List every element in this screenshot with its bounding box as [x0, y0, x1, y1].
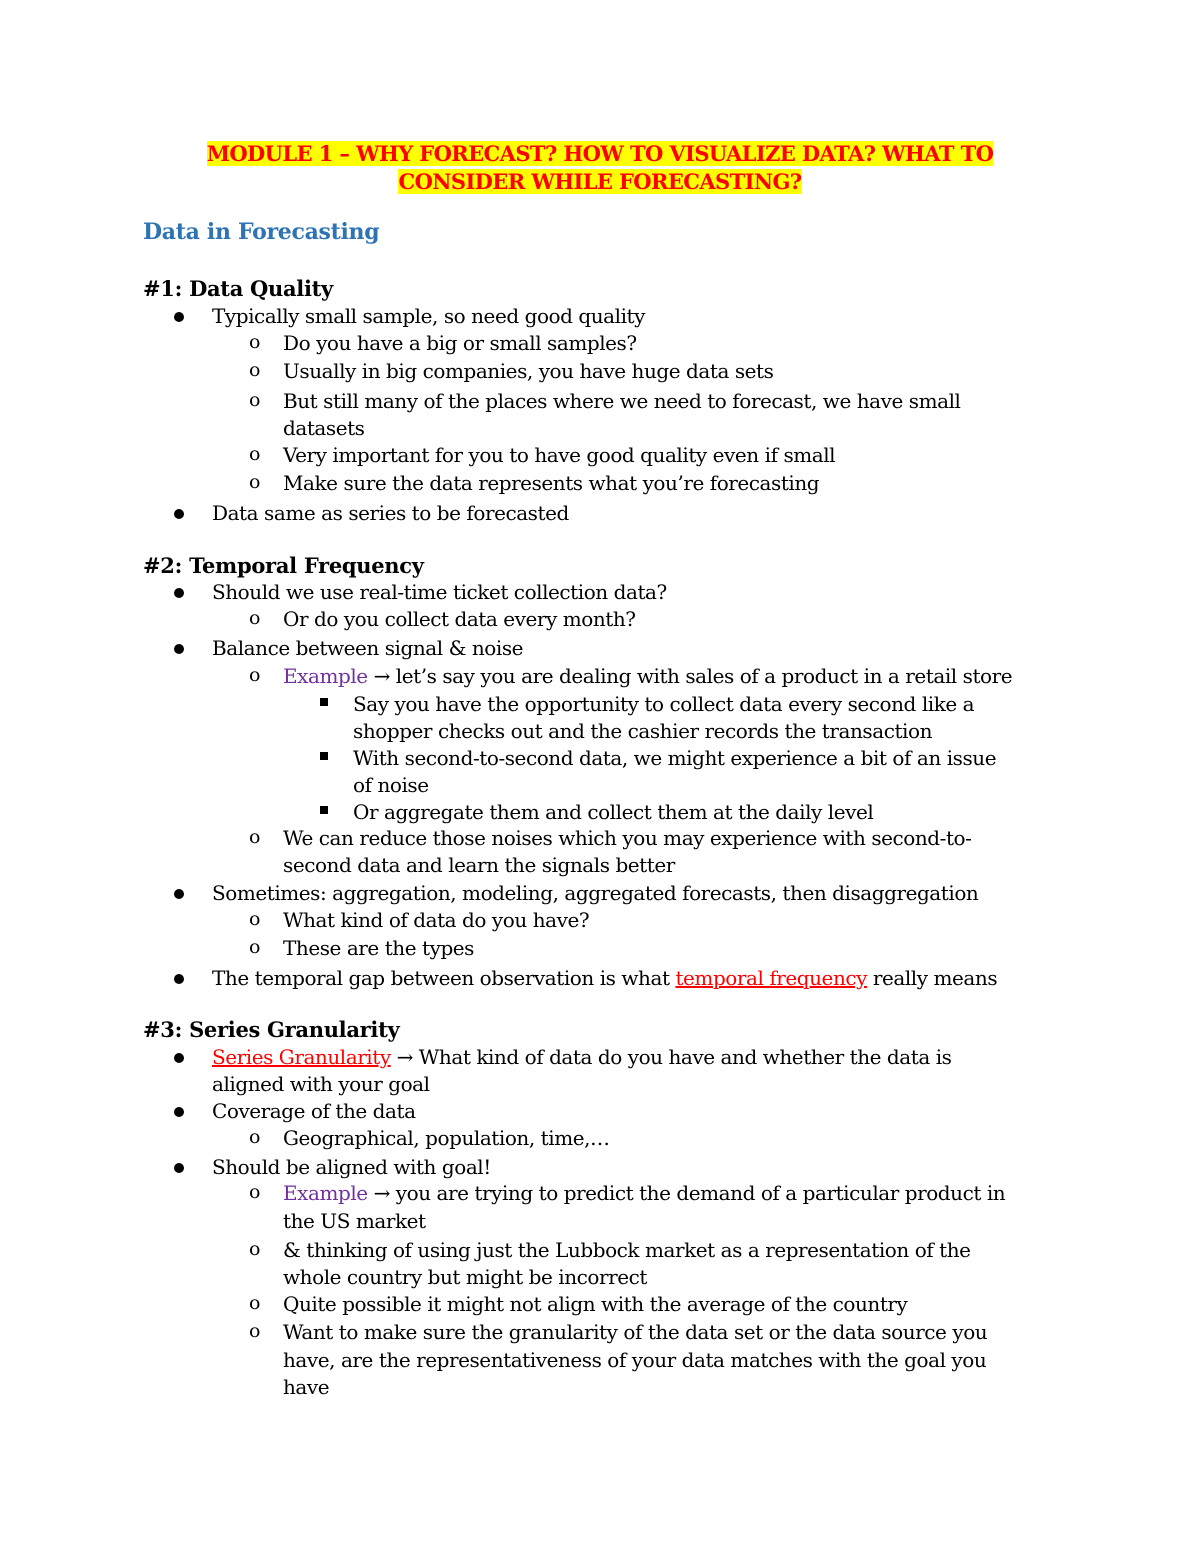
list-item: Do you have a big or small samples?	[283, 331, 637, 355]
bullet-circle-icon: o	[249, 331, 261, 353]
list-item-continued: the US market	[283, 1209, 426, 1233]
bullet-dot-icon	[174, 509, 184, 519]
list-item: Or aggregate them and collect them at the daily level	[353, 800, 874, 824]
list-item: Sometimes: aggregation, modeling, aggregated forecasts, then disaggregation	[212, 881, 979, 905]
bullet-dot-icon	[174, 644, 184, 654]
list-item: Usually in big companies, you have huge data sets	[283, 359, 774, 383]
bullet-dot-icon	[174, 1053, 184, 1063]
list-item: But still many of the places where we need to forecast, we have small	[283, 389, 961, 413]
bullet-square-icon	[320, 752, 328, 760]
bullet-circle-icon: o	[249, 359, 261, 381]
list-item-continued: second data and learn the signals better	[283, 853, 675, 877]
list-item-continued: datasets	[283, 416, 365, 440]
text-prefix: The temporal gap between observation is what	[212, 966, 676, 990]
list-item: Geographical, population, time,…	[283, 1126, 610, 1150]
data-quality-heading: #1: Data Quality	[143, 276, 333, 301]
list-item: & thinking of using just the Lubbock market as a representation of the	[283, 1238, 971, 1262]
list-item-continued: have, are the representativeness of your data matches with the goal you	[283, 1348, 987, 1372]
temporal-frequency-heading: #2: Temporal Frequency	[143, 553, 424, 578]
bullet-dot-icon	[174, 312, 184, 322]
list-item: Very important for you to have good quality even if small	[283, 443, 836, 467]
bullet-circle-icon: o	[249, 826, 261, 848]
list-item: Want to make sure the granularity of the data set or the data source you	[283, 1320, 988, 1344]
list-item: Data same as series to be forecasted	[212, 501, 569, 525]
list-item: Should be aligned with goal!	[212, 1155, 491, 1179]
module-title	[150, 140, 1050, 196]
list-item	[212, 1044, 951, 1071]
bullet-circle-icon: o	[249, 936, 261, 958]
list-item: Or do you collect data every month?	[283, 607, 636, 631]
list-item	[283, 1180, 1005, 1207]
bullet-circle-icon: o	[249, 1238, 261, 1260]
bullet-circle-icon: o	[249, 1292, 261, 1314]
title-line-2: CONSIDER WHILE FORECASTING?	[398, 169, 802, 194]
bullet-dot-icon	[174, 974, 184, 984]
list-item-continued: shopper checks out and the cashier records the transaction	[353, 719, 932, 743]
list-item	[212, 965, 997, 992]
list-item: Typically small sample, so need good quality	[212, 304, 645, 328]
bullet-circle-icon: o	[249, 607, 261, 629]
definition-text: → What kind of data do you have and whether the data is	[390, 1045, 952, 1069]
example-text: → let’s say you are dealing with sales of a product in a retail store	[367, 664, 1013, 688]
list-item: These are the types	[283, 936, 474, 960]
list-item: Say you have the opportunity to collect data every second like a	[353, 692, 975, 716]
bullet-dot-icon	[174, 1107, 184, 1117]
list-item: Should we use real-time ticket collection data?	[212, 580, 667, 604]
title-line-1: MODULE 1 – WHY FORECAST? HOW TO VISUALIZE DATA? WHAT TO	[206, 141, 994, 166]
bullet-dot-icon	[174, 1163, 184, 1173]
bullet-circle-icon: o	[249, 1320, 261, 1342]
list-item: We can reduce those noises which you may experience with second-to-	[283, 826, 972, 850]
list-item: What kind of data do you have?	[283, 908, 590, 932]
bullet-circle-icon: o	[249, 389, 261, 411]
bullet-circle-icon: o	[249, 908, 261, 930]
list-item-continued: aligned with your goal	[212, 1072, 430, 1096]
bullet-dot-icon	[174, 889, 184, 899]
list-item	[283, 663, 1012, 690]
series-granularity-heading: #3: Series Granularity	[143, 1017, 400, 1042]
list-item: Coverage of the data	[212, 1099, 416, 1123]
bullet-circle-icon: o	[249, 1126, 261, 1148]
bullet-square-icon	[320, 806, 328, 814]
list-item-continued: have	[283, 1375, 330, 1399]
bullet-circle-icon: o	[249, 1181, 261, 1203]
bullet-dot-icon	[174, 588, 184, 598]
bullet-square-icon	[320, 698, 328, 706]
example-text: → you are trying to predict the demand of a particular product in	[367, 1181, 1006, 1205]
bullet-circle-icon: o	[249, 443, 261, 465]
section-heading: Data in Forecasting	[143, 219, 380, 245]
list-item: With second-to-second data, we might experience a bit of an issue	[353, 746, 997, 770]
list-item-continued: whole country but might be incorrect	[283, 1265, 647, 1289]
bullet-circle-icon: o	[249, 471, 261, 493]
list-item: Quite possible it might not align with the average of the country	[283, 1292, 908, 1316]
list-item: Balance between signal & noise	[212, 636, 524, 660]
list-item: Make sure the data represents what you’re forecasting	[283, 471, 820, 495]
list-item-continued: of noise	[353, 773, 429, 797]
text-suffix: really means	[866, 966, 998, 990]
example-label: Example	[283, 664, 368, 688]
series-granularity-term: Series Granularity	[212, 1045, 391, 1069]
example-label: Example	[283, 1181, 368, 1205]
temporal-frequency-term: temporal frequency	[675, 966, 867, 990]
bullet-circle-icon: o	[249, 664, 261, 686]
